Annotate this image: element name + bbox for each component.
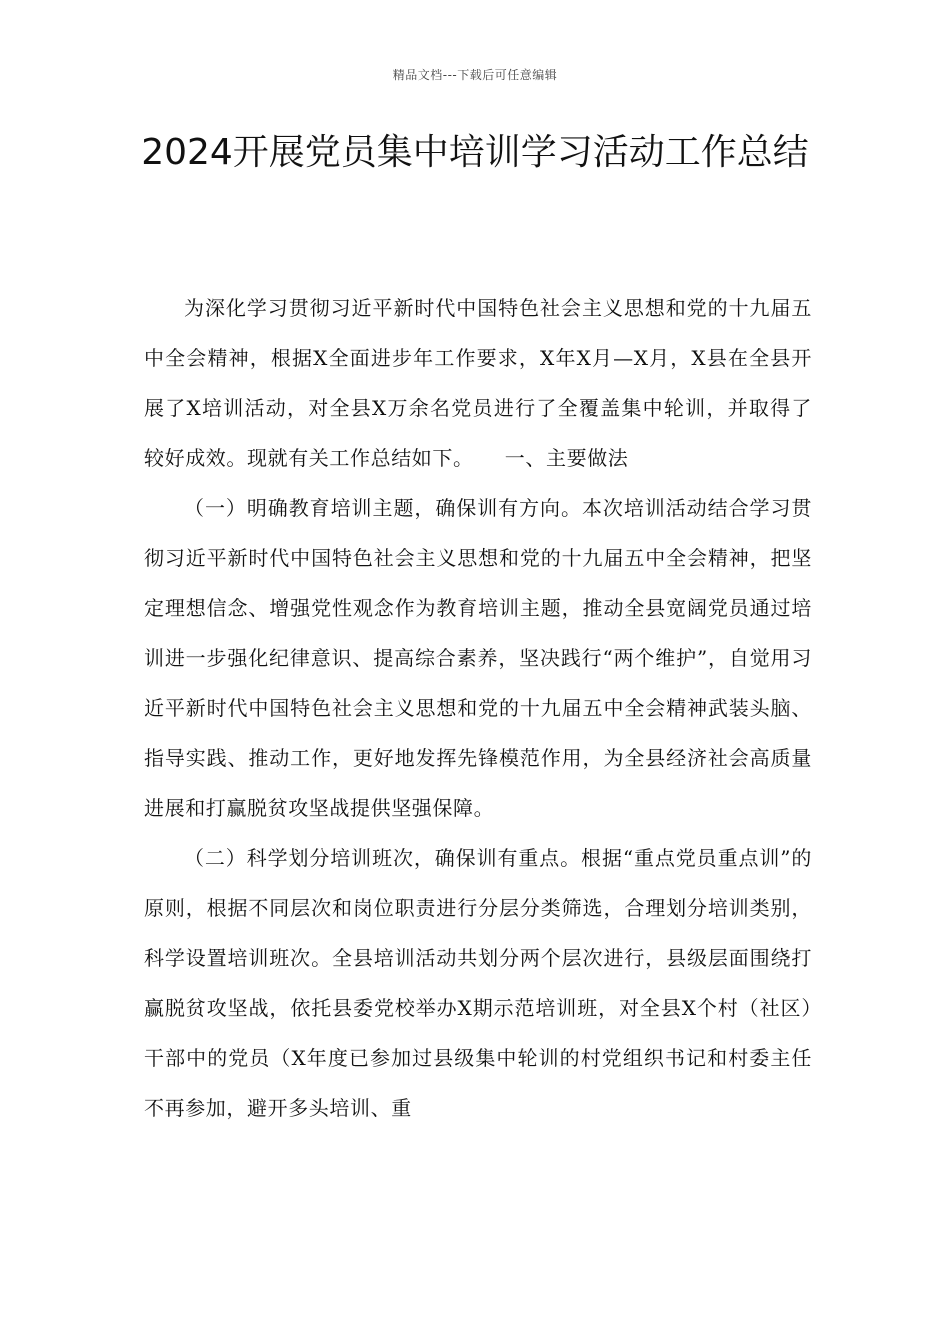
header-note: 精品文档---下载后可任意编辑 bbox=[392, 68, 558, 82]
paragraph-section-1: （一）明确教育培训主题，确保训有方向。本次培训活动结合学习贯彻习近平新时代中国特色社会主义思想和党的十九届五中全会精神，把坚定理想信念、增强党性观念作为教育培训主题，推动全县宽阔党员通过培训进一步强化纪律意识、提高综合素养，坚决践行“两个维护”，自觉用习近平新时代中国特色社会主义思想和党的十九届五中全会精神武装头脑、指导实践、推动工作，更好地发挥先锋模范作用，为全县经济社会高质量进展和打赢脱贫攻坚战提供坚强保障。 bbox=[144, 496, 812, 820]
document-body bbox=[144, 283, 812, 1133]
paragraph-section-2: （二）科学划分培训班次，确保训有重点。根据“重点党员重点训”的原则，根据不同层次和岗位职责进行分层分类筛选，合理划分培训类别，科学设置培训班次。全县培训活动共划分两个层次进行，县级层面围绕打赢脱贫攻坚战，依托县委党校举办X期示范培训班，对全县X个村（社区）干部中的党员（X年度已参加过县级集中轮训的村党组织书记和村委主任不再参加，避开多头培训、重 bbox=[144, 846, 812, 1120]
document-title: 2024开展党员集中培训学习活动工作总结 bbox=[141, 132, 809, 173]
paragraph-intro: 为深化学习贯彻习近平新时代中国特色社会主义思想和党的十九届五中全会精神，根据X全面进步年工作要求，X年X月—X月，X县在全县开展了X培训活动，对全县X万余名党员进行了全覆盖集中轮训，并取得了较好成效。现就有关工作总结如下。 一、主要做法 bbox=[144, 296, 812, 470]
